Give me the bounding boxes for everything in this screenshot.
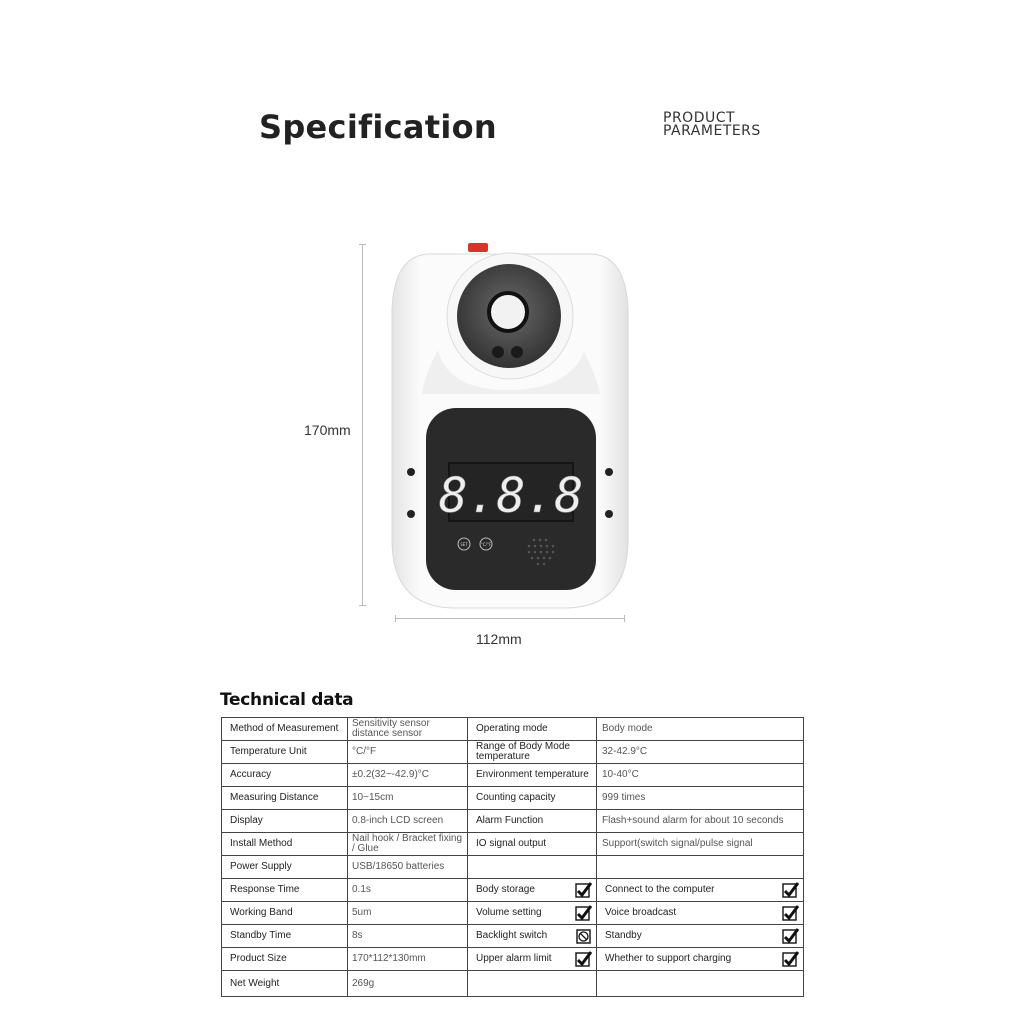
ir-sensor-icon [511, 346, 523, 358]
table-cell [348, 741, 468, 764]
ir-sensor-icon [492, 346, 504, 358]
table-cell [348, 787, 468, 810]
table-cell [597, 925, 804, 948]
checkbox-checked-icon [782, 882, 799, 899]
cell-text: 0.8-inch LCD screen [352, 815, 444, 826]
not-supported-icon [575, 928, 592, 945]
table-cell [468, 741, 597, 764]
table-cell [348, 902, 468, 925]
cell-text: °C/°F [352, 746, 377, 757]
cell-text: Connect to the computer [605, 884, 715, 895]
page-subtitle [663, 112, 761, 138]
cell-text: Display [230, 815, 263, 826]
table-cell [348, 948, 468, 971]
cell-text: 8s [352, 930, 363, 941]
table-cell [597, 856, 804, 879]
table-row [222, 741, 804, 764]
cell-text: Nail hook / Bracket fixing / Glue [352, 833, 463, 854]
cell-text: 10-40°C [602, 769, 639, 780]
table-cell [348, 879, 468, 902]
table-cell [468, 764, 597, 787]
table-cell [348, 718, 468, 741]
mounting-screw-icon [407, 510, 415, 518]
cell-text: ±0.2(32~-42.9)°C [352, 769, 430, 780]
table-row [222, 764, 804, 787]
table-cell [222, 971, 348, 997]
cell-text: 0.1s [352, 884, 371, 895]
cell-text: Alarm Function [476, 815, 544, 826]
table-cell [348, 925, 468, 948]
table-cell [597, 741, 804, 764]
table-cell [468, 856, 597, 879]
table-cell [468, 902, 597, 925]
cell-text: 999 times [602, 792, 646, 803]
table-cell [468, 810, 597, 833]
table-cell [597, 971, 804, 997]
table-cell [597, 879, 804, 902]
mounting-screw-icon [605, 468, 613, 476]
page-title: Specification [259, 108, 497, 146]
table-cell [222, 787, 348, 810]
table-cell [348, 833, 468, 856]
cell-text: Temperature Unit [230, 746, 307, 757]
table-cell [222, 856, 348, 879]
checkbox-checked-icon [575, 882, 592, 899]
table-cell [222, 948, 348, 971]
power-switch [468, 243, 488, 252]
height-dimension-line [362, 244, 363, 606]
table-row [222, 879, 804, 902]
cell-text: 5um [352, 907, 372, 918]
table-cell [468, 718, 597, 741]
cell-text: Upper alarm limit [476, 953, 552, 964]
table-cell [597, 948, 804, 971]
mounting-screw-icon [605, 510, 613, 518]
cell-text: Net Weight [230, 977, 280, 989]
table-cell [468, 948, 597, 971]
cell-text: IO signal output [476, 838, 547, 849]
technical-data-table [221, 717, 804, 997]
cell-text: Backlight switch [476, 930, 548, 941]
cell-text: Counting capacity [476, 792, 556, 803]
table-cell [348, 971, 468, 997]
table-cell [222, 718, 348, 741]
table-cell [348, 856, 468, 879]
table-cell [468, 925, 597, 948]
cell-text: 32-42.9°C [602, 746, 648, 757]
table-cell [222, 764, 348, 787]
cell-text: Method of Measurement [230, 723, 339, 734]
table-row [222, 948, 804, 971]
cell-text: Sensitivity sensor distance sensor [352, 718, 430, 739]
table-cell [222, 833, 348, 856]
table-row [222, 833, 804, 856]
cell-text: Range of Body Mode temperature [476, 741, 570, 762]
table-row [222, 902, 804, 925]
checkbox-checked-icon [782, 951, 799, 968]
table-cell [597, 718, 804, 741]
lcd-digits: 8.8.8 [438, 468, 584, 524]
cell-text: 170*112*130mm [352, 953, 426, 964]
width-dimension-label: 112mm [476, 631, 522, 647]
table-cell [348, 810, 468, 833]
unit-button-label: °C/°F [480, 542, 492, 547]
mounting-screw-icon [407, 468, 415, 476]
table-row [222, 925, 804, 948]
cell-text: Support(switch signal/pulse signal [602, 838, 753, 849]
table-cell [468, 879, 597, 902]
cell-text: USB/18650 batteries [352, 861, 445, 872]
checkbox-checked-icon [575, 951, 592, 968]
cell-text: Operating mode [476, 723, 548, 734]
checkbox-checked-icon [575, 905, 592, 922]
cell-text: Whether to support charging [605, 953, 732, 964]
table-cell [597, 810, 804, 833]
table-row [222, 856, 804, 879]
height-dimension-label: 170mm [304, 422, 351, 438]
table-cell [597, 764, 804, 787]
table-row [222, 971, 804, 997]
width-dimension-line [395, 618, 625, 619]
table-cell [222, 902, 348, 925]
technical-data-title: Technical data [220, 690, 354, 710]
cell-text: Measuring Distance [230, 792, 319, 803]
table-cell [468, 833, 597, 856]
table-cell [222, 879, 348, 902]
table-cell [468, 787, 597, 810]
table-cell [468, 971, 597, 997]
cell-text: Install Method [230, 838, 293, 849]
cell-text: Environment temperature [476, 769, 589, 780]
table-cell [597, 902, 804, 925]
table-cell [597, 833, 804, 856]
table-cell [597, 787, 804, 810]
table-cell [222, 925, 348, 948]
cell-text: Body mode [602, 723, 653, 734]
table-cell [222, 810, 348, 833]
subtitle-line-1: PRODUCT [663, 110, 736, 126]
cell-text: Working Band [230, 907, 293, 918]
table-cell [348, 764, 468, 787]
checkbox-checked-icon [782, 905, 799, 922]
cell-text: Standby [605, 930, 642, 941]
cell-text: Power Supply [230, 861, 292, 872]
cell-text: Flash+sound alarm for about 10 seconds [602, 815, 784, 826]
cell-text: 269g [352, 977, 375, 989]
cell-text: 10~15cm [352, 792, 394, 803]
table-row [222, 718, 804, 741]
cell-text: Product Size [230, 953, 287, 964]
checkbox-checked-icon [782, 928, 799, 945]
thermometer-device-image [388, 240, 632, 612]
set-button-label: SET [460, 542, 468, 547]
cell-text: Voice broadcast [605, 907, 677, 918]
cell-text: Standby Time [230, 930, 292, 941]
cell-text: Response Time [230, 884, 300, 895]
table-row [222, 810, 804, 833]
table-cell [222, 741, 348, 764]
cell-text: Volume setting [476, 907, 542, 918]
cell-text: Accuracy [230, 769, 272, 780]
subtitle-line-2: PARAMETERS [663, 123, 761, 139]
table-row [222, 787, 804, 810]
cell-text: Body storage [476, 884, 535, 895]
